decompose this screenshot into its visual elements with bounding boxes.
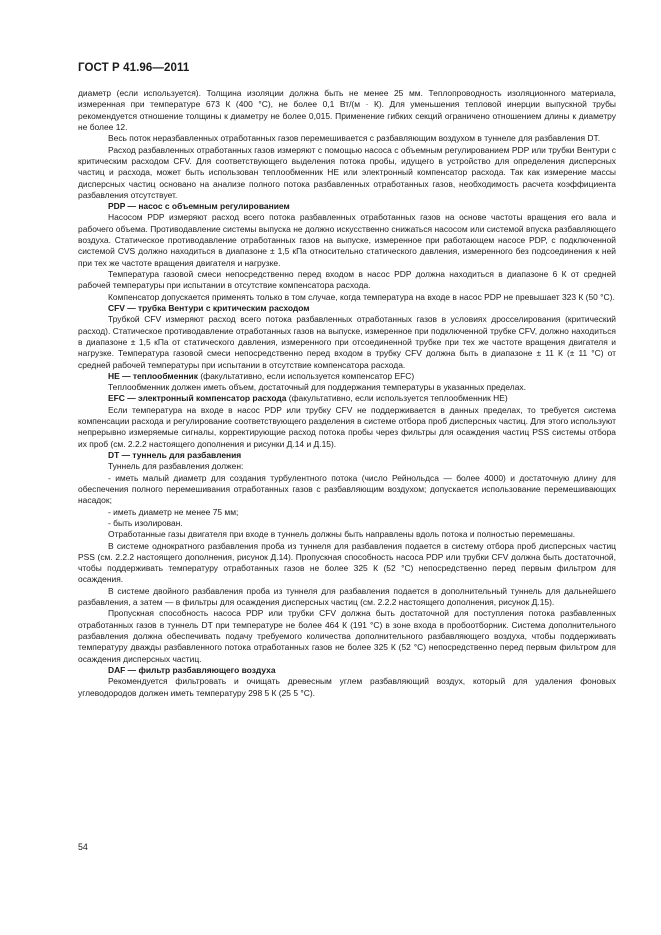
- section-heading-cfv: CFV — трубка Вентури с критическим расходом: [108, 302, 310, 313]
- paragraph: Если температура на входе в насос PDP или трубку CFV не поддерживается в данных пределах, то требуется система компенсации расхода и регулирование соответствующего разделения в системе отбора проб дисперсных частиц. Для этого используют непрерывно измеряемые сигналы, корректирующие расход потока пробы через фильтры для осаждения частиц PSS системы отбора их проб (см. 2.2.2 настоящего дополнения и рисунки Д.14 и Д.15).: [78, 404, 616, 449]
- paragraph: Температура газовой смеси непосредственно перед входом в насос PDP должна находиться в диапазоне 6 К от средней рабочей температуры при испытании в отсутствие компенсатора расхода.: [78, 269, 616, 291]
- paragraph: Насосом PDP измеряют расход всего потока разбавленных отработанных газов на основе частоты вращения его вала и рабочего объема. Противодавление системы выпуска не должно искусственно снижаться насосом или системой впуска разбавляющего воздуха. Статическое противодавление отработанных газов на выпуске, измеренное при работающем насосе PDP, с подключенной системой CVS должно находиться в диапазоне ± 1,5 кПа относительно статического давления, измеренного без подсоединения к ней при тех же частоте вращения двигателя и нагрузке.: [78, 212, 616, 268]
- heading-note: (факультативно, если используется теплообменник НЕ): [286, 393, 508, 404]
- list-item: - быть изолирован.: [108, 517, 183, 528]
- paragraph: диаметр (если используется). Толщина изоляции должна быть не менее 25 мм. Теплопроводность изоляционного материала, измеренная при температуре 673 К (400 °С), не более 0,1 Вт/(м · К). Для уменьшения тепловой инерции выпускной трубы рекомендуется отношение толщины к диаметру не более 0,015. Применение гибких секций ограничено отношением длины к диаметру не более 12.: [78, 88, 616, 132]
- paragraph: Отработанные газы двигателя при входе в туннель должны быть направлены вдоль потока и полностью перемешаны.: [108, 529, 576, 540]
- document-body: [78, 88, 616, 699]
- list-item: - иметь диаметр не менее 75 мм;: [108, 506, 239, 517]
- paragraph: Трубкой CFV измеряют расход всего потока разбавленных отработанных газов в условиях дросселирования (критический расход). Статическое противодавление отработанных газов на выпуске, измеренное при подключенной трубке CFV, должно находиться в диапазоне ± 1,5 кПа от статического давления, измеренного при отсоединенной трубке при тех же частоте вращения двигателя и нагрузке. Температура газовой смеси непосредственно перед входом в трубку CFV должна быть в диапазоне ± 11 К (± 11 °С) от средней рабочей температуры при испытании в отсутствие компенсатора расхода.: [78, 314, 616, 370]
- paragraph: Пропускная способность насоса PDP или трубки CFV должна быть достаточной для поступления потока разбавленных отработанных газов в туннель DT при температуре не более 464 К (191 °С) в зоне входа в пробоотборник. Система дополнительного разбавления должна обеспечивать подачу требуемого количества дополнительного разбавляющего воздуха, чтобы поддерживать температуру дважды разбавленного потока отработанных газов не более 325 К (52 °С) непосредственно перед первым фильтром для осаждения дисперсных частиц.: [78, 608, 616, 664]
- heading-bold: EFC — электронный компенсатор расхода: [108, 393, 287, 404]
- paragraph: Туннель для разбавления должен:: [108, 461, 244, 472]
- page-number: 54: [78, 842, 88, 852]
- paragraph: В системе двойного разбавления проба из туннеля для разбавления подается в дополнительный туннель для дальнейшего разбавления, а затем — в фильтры для осаждения дисперсных частиц (см. 2.2.2 настоящего дополнения, рисунок Д.15).: [78, 585, 616, 608]
- section-heading-efc: [78, 393, 616, 404]
- paragraph: Весь поток неразбавленных отработанных газов перемешивается с разбавляющим воздухом в туннеле для разбавления DT.: [108, 133, 601, 144]
- standard-title: ГОСТ Р 41.96—2011: [78, 62, 190, 74]
- list-item: - иметь малый диаметр для создания турбулентного потока (число Рейнольдса — более 4000) и достаточную длину для обеспечения полного перемешивания отработанных газов с разбавляющим воздухом; допускается использование перемешивающих насадок;: [78, 472, 616, 506]
- section-heading-pdp: PDP — насос с объемным регулированием: [108, 201, 290, 212]
- paragraph: Рекомендуется фильтровать и очищать древесным углем разбавляющий воздух, который для удаления фоновых углеводородов должен иметь температуру 298 5 К (25 5 °С).: [78, 676, 616, 698]
- heading-bold: НЕ — теплообменник: [108, 370, 198, 381]
- paragraph: Теплообменник должен иметь объем, достаточный для поддержания температуры в указанных пределах.: [108, 382, 526, 393]
- section-heading-he: [78, 371, 616, 382]
- paragraph: Расход разбавленных отработанных газов измеряют с помощью насоса с объемным регулированием PDP или трубки Вентури с критическим расходом CFV. Для соответствующего выделения потока пробы, идущего в устройство для определения дисперсных частиц и расхода, может быть использован теплообменник НЕ или электронный компенсатор расхода. Так как измерение массы дисперсных частиц основано на анализе полного потока разбавленных отработанных газов, необходимость расчета коэффициента разбавления отсутствует.: [78, 144, 616, 200]
- section-heading-dt: DT — туннель для разбавления: [108, 450, 242, 460]
- section-heading-daf: DAF — фильтр разбавляющего воздуха: [108, 664, 276, 675]
- paragraph: В системе однократного разбавления проба из туннеля для разбавления подается в систему отбора проб дисперсных частиц PSS (см. 2.2.2 настоящего дополнения, рисунок Д.14). Пропускная способность насоса PDP или трубки CFV должна быть достаточной, чтобы поддерживать температуру отработанных газов не более 325 К (52 °С) непосредственно перед первым фильтром для осаждения.: [78, 540, 616, 585]
- paragraph: Компенсатор допускается применять только в том случае, когда температура на входе в насос PDP не превышает 323 К (50 °С).: [108, 291, 615, 302]
- heading-note: (факультативно, если используется компенсатор EFC): [197, 370, 415, 381]
